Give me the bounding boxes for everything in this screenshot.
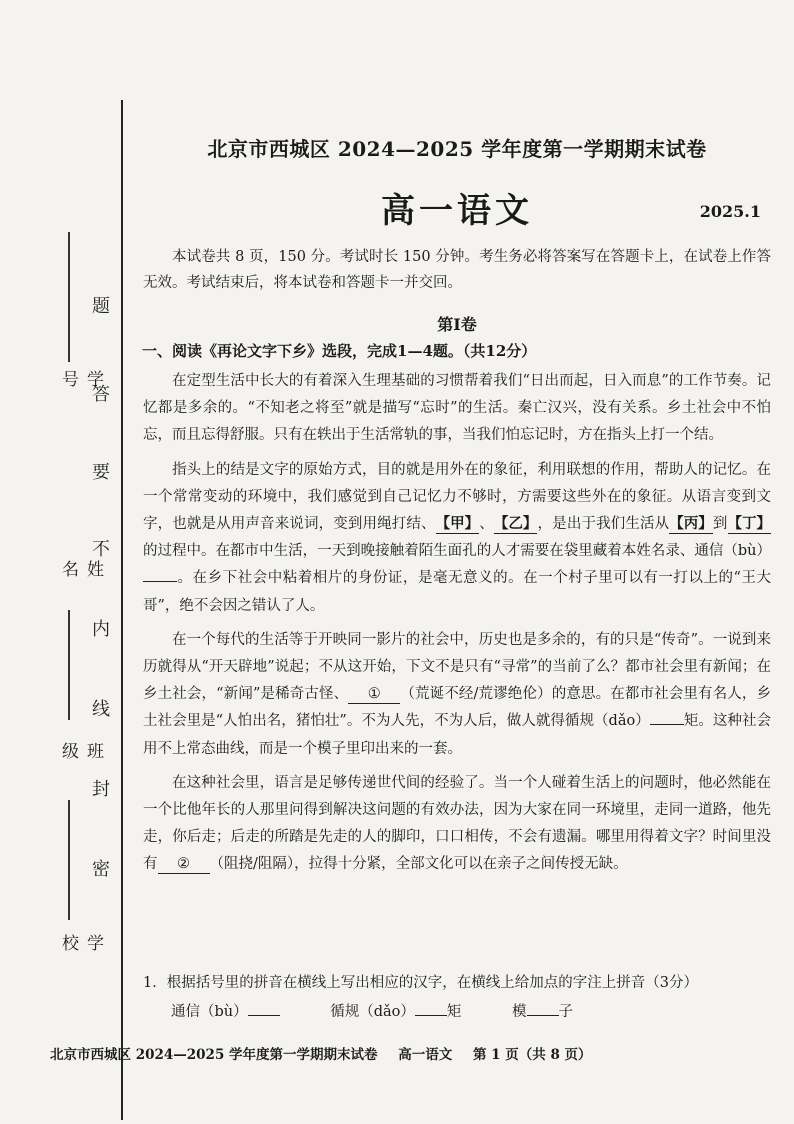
paragraph-text: 的过程中。在都市中生活，一天到晚接触着陌生面孔的人才需要在袋里藏着本姓名录、通信（bù） (143, 543, 771, 560)
paragraph-text: 。在乡下社会中粘着相片的身份证，是毫无意义的。在一个村子里可以有一打以上的“王大哥”，绝不会因之错认了人。 (143, 570, 771, 614)
question-1-stem: 1．根据括号里的拼音在横线上写出相应的汉字，在横线上给加点的字注上拼音（3分） (143, 975, 698, 991)
question-1-answers (171, 1000, 771, 1021)
exam-date: 2025.1 (699, 202, 761, 221)
class-blank (68, 800, 70, 920)
binding-line (121, 100, 123, 1120)
paragraph-text: ，是出于我们生活从 (537, 516, 670, 533)
answer-suffix: 矩 (446, 1004, 462, 1020)
blank-2: ② (158, 855, 210, 874)
separator: 、 (479, 516, 494, 533)
paragraph-text: 矩。这种社会用不上常态曲线，而是一个模子里印出来的一套。 (143, 713, 772, 757)
seal-char: 密 (92, 859, 110, 880)
answer-item-mu (512, 1000, 573, 1021)
exam-title: 北京市西城区 2024—2025 学年度第一学期期末试卷 (207, 137, 707, 161)
seal-char: 线 (92, 699, 110, 720)
reading-passage (143, 368, 771, 886)
seal-char: 内 (92, 619, 110, 640)
exam-notes (143, 244, 771, 296)
paragraph-text: 到 (712, 516, 728, 533)
footer-subject: 高一语文 (398, 1047, 453, 1063)
answer-blank[interactable] (415, 1001, 447, 1016)
blank-bu (143, 581, 177, 582)
student-number-label: 学号 (58, 370, 103, 391)
notes-text: 本试卷共 8 页，150 分。考试时长 150 分钟。考生务必将答案写在答题卡上，在试卷上作答无效。考试结束后，将本试卷和答题卡一并交回。 (143, 249, 771, 291)
answer-prefix: 模 (512, 1004, 527, 1020)
seal-char: 答 (92, 384, 110, 405)
passage-paragraph-2 (143, 457, 771, 620)
school-label: 学校 (58, 934, 103, 955)
blank-jia: 【甲】 (435, 515, 480, 533)
student-number-blank (68, 232, 70, 362)
answer-prefix: 循规（dǎo） (330, 1004, 415, 1020)
blank-1: ① (348, 685, 400, 704)
seal-char: 封 (92, 779, 110, 800)
paragraph-text: （荒诞不经/荒谬绝伦）的意思。在都市社会里有名人，乡土社会里是“人怕出名，猪怕壮”。不为人先，不为人后，做人就得循规（dǎo） (143, 686, 771, 730)
name-label: 姓名 (58, 560, 103, 581)
blank-dao (650, 724, 684, 725)
answer-item-bu (171, 1000, 280, 1021)
section-title: 第Ⅰ卷 (437, 315, 477, 334)
subject-title: 高一语文 (381, 191, 533, 231)
page-footer (50, 1043, 650, 1063)
seal-char: 要 (92, 462, 110, 483)
answer-item-dao (330, 1000, 461, 1021)
answer-prefix: 通信（bù） (171, 1004, 248, 1020)
name-blank (68, 610, 70, 720)
answer-blank[interactable] (527, 1001, 559, 1016)
seal-char: 不 (92, 539, 110, 560)
paragraph-text: 在定型生活中长大的有着深入生理基础的习惯帮着我们“日出而起，日入而息”的工作节奏。记忆都是多余的。“不知老之将至”就是描写“忘时”的生活。秦亡汉兴，没有关系。乡土社会中不怕忘，而且忘得舒服。只有在轶出于生活常轨的事，当我们怕忘记时，方在指头上打一个结。 (143, 373, 771, 444)
blank-bing: 【丙】 (669, 515, 713, 533)
seal-char: 题 (92, 296, 110, 317)
footer-exam-title: 北京市西城区 2024—2025 学年度第一学期期末试卷 (50, 1047, 378, 1063)
paragraph-text: （阻挠/阻隔），拉得十分紧，全部文化可以在亲子之间传授无缺。 (209, 856, 628, 873)
answer-blank[interactable] (248, 1001, 280, 1016)
passage-paragraph-1 (143, 368, 771, 450)
blank-ding: 【丁】 (727, 515, 772, 533)
passage-paragraph-3 (143, 627, 771, 763)
paragraph-text: 在一个每代的生活等于开映同一影片的社会中，历史也是多余的，有的只是“传奇”。一说到来历就得从“开天辟地”说起；不从这开始，下文不是只有“寻常”的当前了么？都市社会里有新闻；在乡土社会，“新闻”是稀奇古怪、 (143, 631, 771, 703)
passage-paragraph-4 (143, 770, 771, 879)
question-heading: 一、阅读《再论文字下乡》选段，完成1—4题。（共12分） (142, 342, 537, 360)
paragraph-text: 在这种社会里，语言是足够传递世代间的经验了。当一个人碰着生活上的问题时，他必然能在一个比他年长的人那里问得到解决这问题的有效办法，因为大家在同一环境里，走同一道路，他先走，你后走；后走的所踏是先走的人的脚印，口口相传，不会有遗漏。哪里用得着文字？时间里没有 (143, 774, 771, 873)
blank-yi: 【乙】 (493, 515, 538, 533)
answer-suffix: 子 (558, 1004, 573, 1020)
paragraph-text: 指头上的结是文字的原始方式，目的就是用外在的象征，利用联想的作用，帮助人的记忆。在一个常常变动的环境中，我们感觉到自己记忆力不够时，方需要这些外在的象征。从语言变到文字，也就是从用声音来说词，变到用绳打结、 (143, 461, 771, 533)
footer-page-number: 第 1 页（共 8 页） (472, 1047, 592, 1063)
class-label: 班级 (58, 742, 103, 763)
